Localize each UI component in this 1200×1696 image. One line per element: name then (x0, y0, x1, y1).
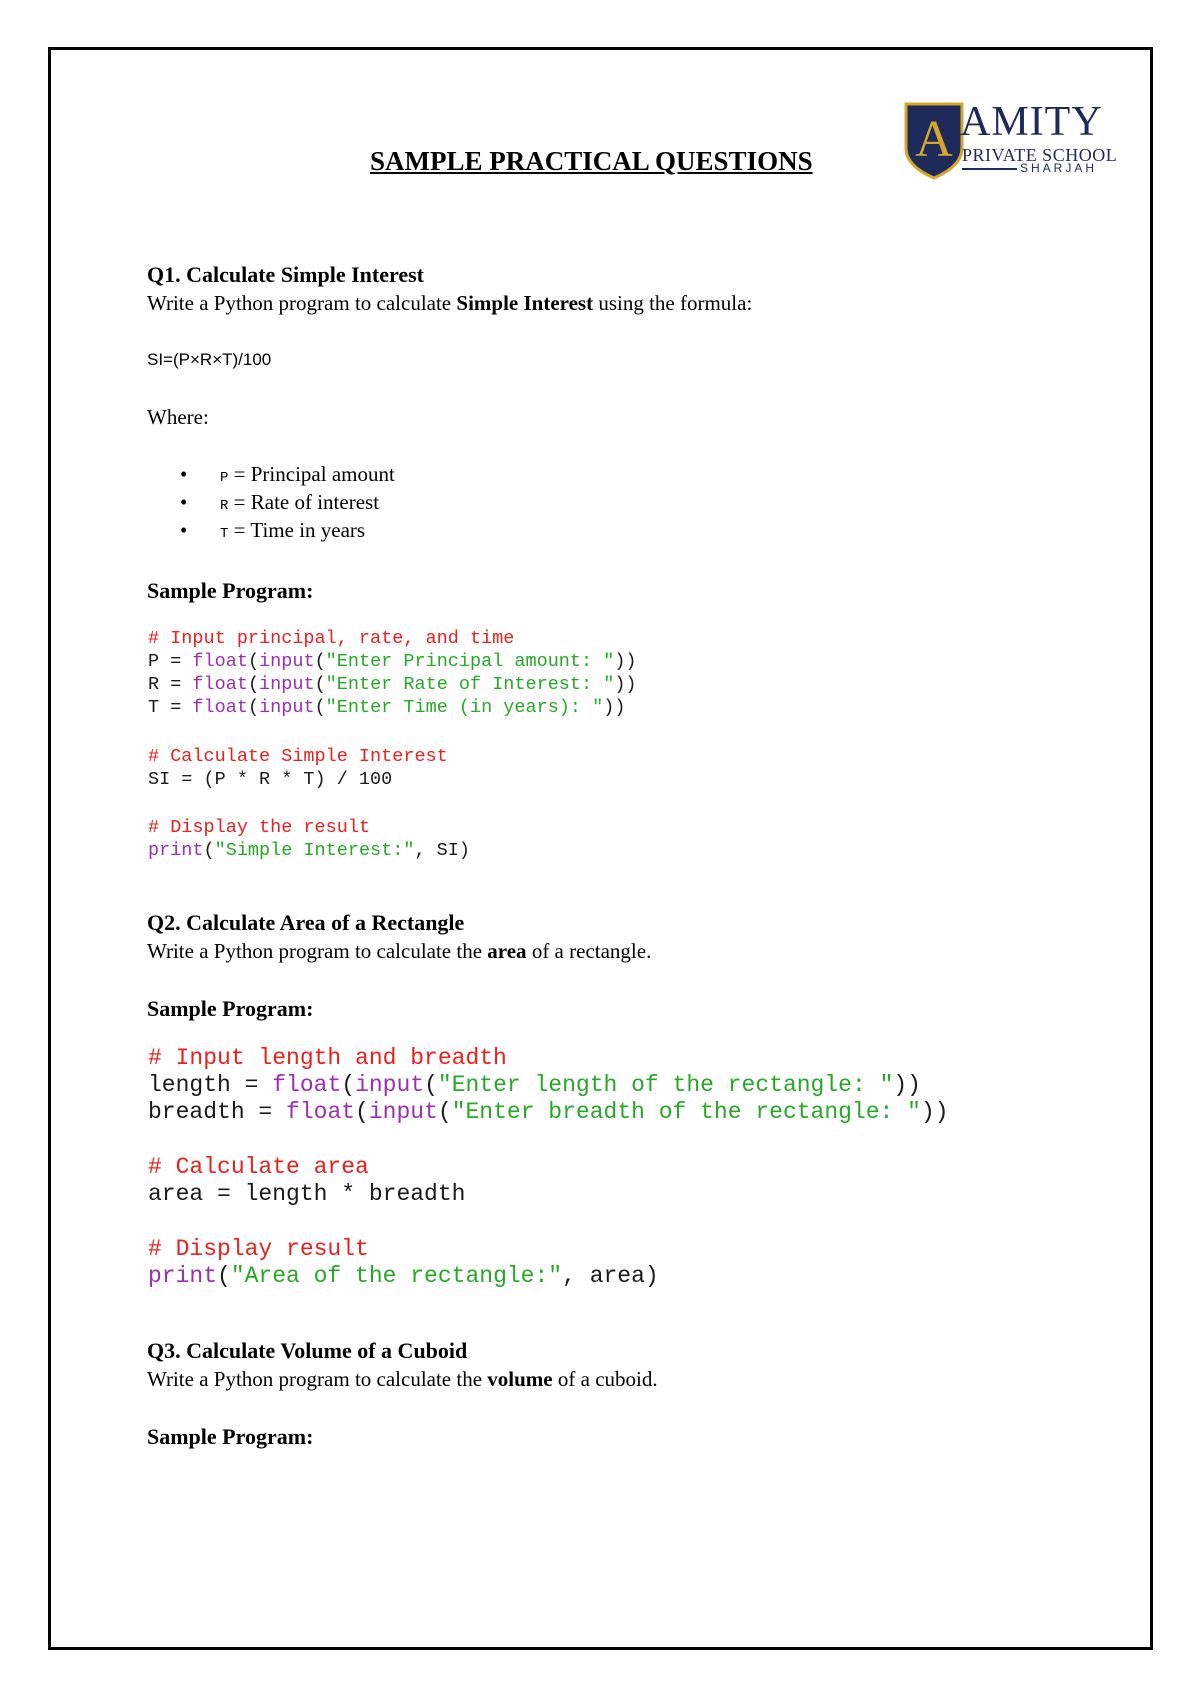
q2-description (147, 941, 651, 962)
q1-code-line-6 (148, 771, 392, 790)
code-text: )) (603, 697, 626, 718)
q2-desc-pre: Write a Python program to calculate the (147, 939, 488, 963)
q2-sample-label: Sample Program: (147, 996, 314, 1021)
code-text: , area) (562, 1263, 659, 1289)
code-builtin: print (148, 1263, 218, 1289)
code-builtin: input (259, 651, 315, 672)
bullet-var: R (220, 498, 229, 514)
code-text: area = length * breadth (148, 1181, 466, 1207)
q2-code-line-3 (148, 1101, 949, 1124)
q3-description (147, 1369, 658, 1390)
code-string: "Area of the rectangle:" (230, 1263, 563, 1289)
q1-code-line-4 (148, 699, 625, 718)
code-text: )) (893, 1072, 921, 1098)
q1-sample-label: Sample Program: (147, 578, 314, 603)
q1-desc-post: using the formula: (593, 291, 753, 315)
code-text: ( (247, 674, 260, 695)
code-text: ( (424, 1072, 438, 1098)
code-builtin: input (368, 1099, 438, 1125)
code-string: "Enter Rate of Interest: " (325, 674, 615, 695)
bullet-dot: • (180, 462, 188, 486)
logo-name: AMITY (960, 99, 1103, 145)
code-text: ( (314, 697, 326, 718)
q3-desc-post: of a cuboid. (552, 1367, 658, 1391)
q3-desc-bold: volume (487, 1367, 553, 1391)
code-comment: # Display result (148, 1236, 369, 1262)
code-string: "Simple Interest:" (214, 840, 415, 861)
code-text: T = (148, 697, 193, 718)
q1-code-line-2 (148, 653, 637, 672)
q1-code-line-5 (148, 748, 448, 767)
q1-code-line-3 (148, 676, 637, 695)
code-string: "Enter breadth of the rectangle: " (451, 1099, 921, 1125)
code-text: , SI) (414, 840, 470, 861)
code-text: ( (437, 1099, 452, 1125)
code-builtin: float (192, 697, 248, 718)
code-string: "Enter Time (in years): " (325, 697, 604, 718)
q1-bullet-r (180, 490, 380, 514)
code-comment: # Input principal, rate, and time (148, 628, 515, 649)
code-text: SI = (P * R * T) / 100 (148, 769, 393, 790)
q2-code-line-1 (148, 1047, 507, 1070)
code-text: ( (314, 674, 326, 695)
code-text: breadth = (148, 1099, 287, 1125)
bullet-var: P (220, 470, 229, 486)
q1-code-line-7 (148, 819, 370, 838)
q1-bullet-t (180, 518, 366, 542)
code-text: ( (314, 651, 326, 672)
code-string: "Enter length of the rectangle: " (437, 1072, 894, 1098)
code-text: )) (614, 651, 637, 672)
code-comment: # Calculate area (148, 1154, 369, 1180)
code-builtin: float (286, 1099, 356, 1125)
q2-code-line-7 (148, 1265, 659, 1288)
code-text: )) (614, 674, 637, 695)
q2-desc-bold: area (487, 939, 527, 963)
q2-desc-post: of a rectangle. (526, 939, 652, 963)
q2-code-line-5 (148, 1183, 465, 1206)
q1-formula: SI=(P×R×T)/100 (147, 350, 272, 369)
code-builtin: input (259, 674, 315, 695)
code-text: )) (920, 1099, 949, 1125)
q2-heading: Q2. Calculate Area of a Rectangle (147, 910, 465, 935)
code-comment: # Input length and breadth (148, 1045, 507, 1071)
code-builtin: float (192, 651, 248, 672)
code-builtin: input (259, 697, 315, 718)
code-builtin: float (272, 1072, 342, 1098)
bullet-text: = Time in years (228, 518, 366, 542)
code-text: ( (247, 697, 260, 718)
bullet-dot: • (180, 518, 188, 542)
code-text: length = (148, 1072, 273, 1098)
code-comment: # Display the result (148, 817, 371, 838)
q1-where-label: Where: (147, 405, 209, 429)
code-builtin: print (148, 840, 204, 861)
bullet-text: = Principal amount (228, 462, 395, 486)
q1-bullet-p (180, 462, 395, 486)
bullet-text: = Rate of interest (228, 490, 380, 514)
q1-description (147, 293, 752, 314)
code-text: P = (148, 651, 193, 672)
q3-heading: Q3. Calculate Volume of a Cuboid (147, 1338, 468, 1363)
q3-desc-pre: Write a Python program to calculate the (147, 1367, 488, 1391)
q2-code-line-4 (148, 1156, 369, 1179)
q1-desc-pre: Write a Python program to calculate (147, 291, 457, 315)
q1-desc-bold: Simple Interest (456, 291, 594, 315)
code-text: ( (217, 1263, 231, 1289)
code-text: ( (355, 1099, 369, 1125)
q3-sample-label: Sample Program: (147, 1424, 314, 1449)
bullet-dot: • (180, 490, 188, 514)
q2-code-line-2 (148, 1074, 921, 1097)
code-text: ( (247, 651, 260, 672)
logo-subtitle: PRIVATE SCHOOL (962, 145, 1118, 165)
logo-divider (962, 168, 1017, 170)
code-string: "Enter Principal amount: " (325, 651, 615, 672)
code-builtin: input (355, 1072, 425, 1098)
logo-city: SHARJAH (1020, 161, 1098, 175)
q1-heading: Q1. Calculate Simple Interest (147, 262, 425, 287)
code-builtin: float (192, 674, 248, 695)
q1-code-line-1 (148, 630, 514, 649)
code-text: R = (148, 674, 193, 695)
logo-letter: A (915, 111, 953, 168)
code-text: ( (341, 1072, 356, 1098)
page-title: SAMPLE PRACTICAL QUESTIONS (370, 146, 813, 176)
q1-code-line-8 (148, 842, 470, 861)
q2-code-line-6 (148, 1238, 369, 1261)
code-comment: # Calculate Simple Interest (148, 746, 448, 767)
bullet-var: T (220, 526, 229, 542)
code-text: ( (203, 840, 215, 861)
